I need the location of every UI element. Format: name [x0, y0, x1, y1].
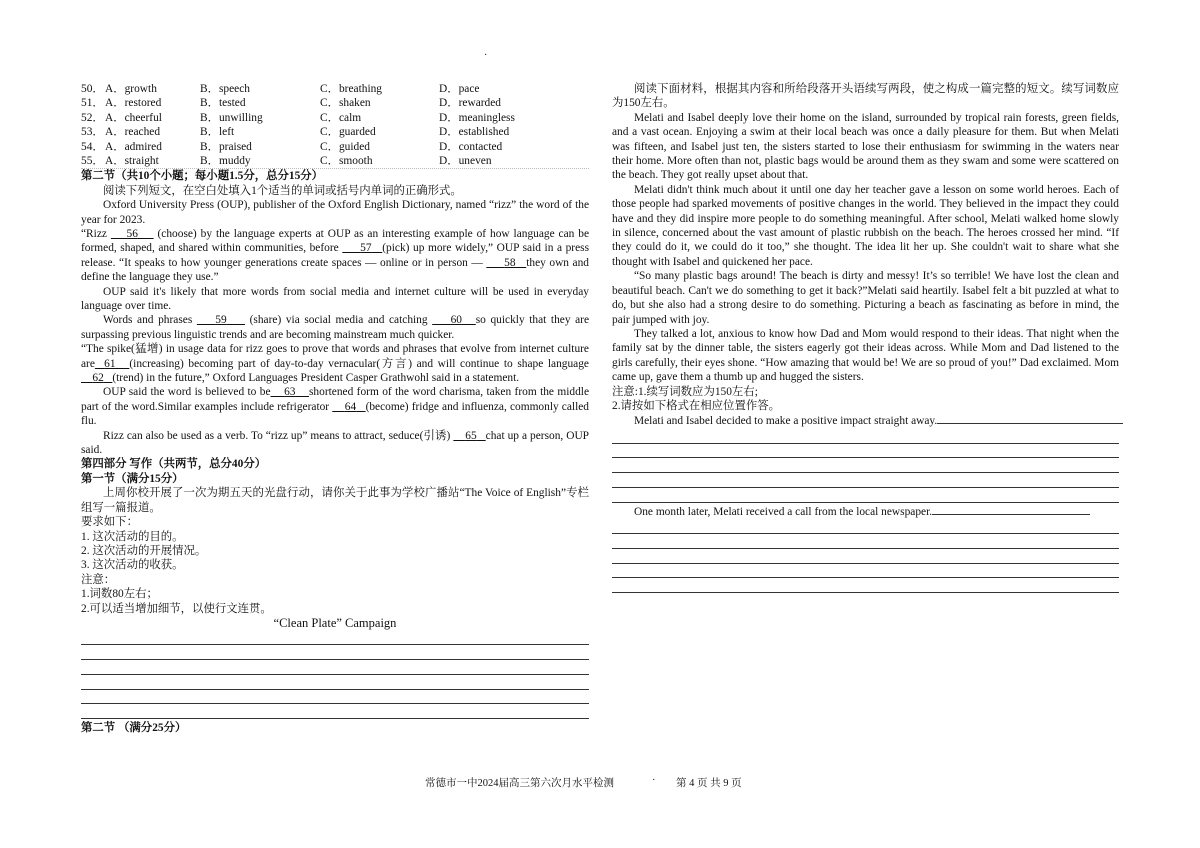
continuation-writing-area-2[interactable] [612, 519, 1119, 593]
part-heading: 第四部分 写作（共两节，总分40分） [81, 458, 267, 471]
option-a: A．straight [105, 154, 159, 167]
passage-paragraph: “The spike(猛增) in usage data for rizz goes to prove that words and phrases that evolve from internet culture are 61 (increasing) becoming part of day-to-day vernacular(方言) and will continue to shape language 62 (trend) in the future,” Oxford Languages President Casper Grathwohl said in a statement. [81, 343, 589, 385]
essay-title: “Clean Plate” Campaign [273, 615, 397, 630]
top-mark: · [484, 50, 488, 61]
option-a: A．restored [105, 97, 162, 110]
answer-line[interactable] [81, 660, 589, 675]
writing-prompt: 上周你校开展了一次为期五天的光盘行动，请你关于此事为学校广播站“The Voice of English”专栏组写一篇报道。 [81, 487, 589, 514]
paragraph-start-2: One month later, Melati received a call from the local newspaper. [612, 504, 1119, 519]
answer-line[interactable] [81, 675, 589, 690]
answer-line[interactable] [612, 578, 1119, 593]
option-a: A．admired [105, 140, 162, 153]
paragraph-start-1: Melati and Isabel decided to make a positive impact straight away. [612, 413, 1119, 428]
answer-line[interactable] [81, 645, 589, 660]
question-number: 55． [81, 154, 104, 167]
option-b: B．praised [200, 140, 252, 153]
option-row-51 [81, 96, 589, 110]
answer-line[interactable] [932, 504, 1090, 515]
answer-line[interactable] [612, 429, 1119, 444]
question-number: 50． [81, 83, 104, 95]
requirements-title: 要求如下： [81, 516, 138, 529]
passage-paragraph: Oxford University Press (OUP), publisher of the Oxford English Dictionary, named “rizz” the word of the year for 2023. [81, 199, 589, 226]
blank-63[interactable]: 63 [284, 386, 296, 399]
answer-line[interactable] [612, 444, 1119, 459]
subsection-heading: 第一节（满分15分） [81, 472, 184, 485]
option-d: D．contacted [439, 140, 503, 153]
answer-line[interactable] [612, 564, 1119, 579]
answer-line[interactable] [612, 534, 1119, 549]
right-column [612, 82, 1119, 593]
option-c: C．breathing [320, 83, 383, 95]
blank-58[interactable]: 58 [504, 256, 516, 269]
writing-area[interactable] [81, 630, 589, 719]
note-title: 注意： [81, 573, 116, 586]
footer-dot: · [652, 775, 656, 786]
option-b: B．left [200, 126, 235, 139]
passage-paragraph: OUP said it's likely that more words from social media and internet culture will be used in everyday language over time. [81, 285, 589, 312]
option-row-50 [81, 82, 589, 96]
answer-line[interactable] [612, 488, 1119, 503]
option-c: C．guarded [320, 126, 376, 139]
option-row-53 [81, 125, 589, 139]
answer-line[interactable] [612, 473, 1119, 488]
mcq-options [81, 82, 589, 169]
option-d: D．pace [439, 83, 480, 95]
option-row-54 [81, 140, 589, 154]
option-c: C．calm [320, 111, 362, 124]
section-instruction: 阅读下列短文，在空白处填入1个适当的单词或括号内单词的正确形式。 [103, 184, 462, 197]
note-item: 2.可以适当增加细节，以使行文连贯。 [81, 602, 272, 615]
passage-paragraph: “Rizz 56 (choose) by the language experts at OUP as an interesting example of how language can be formed, shaped, and shared within communities, before 57 (pick) up more widely,” OUP said in a press release. “It speaks to how younger generations create spaces — online or in person — 58 they own and define the language they use.” [81, 227, 590, 284]
answer-line[interactable] [81, 704, 589, 719]
option-c: C．shaken [320, 97, 371, 110]
story-paragraph: They talked a lot, anxious to know how Dad and Mom would respond to their ideas. That night when the family sat by the dinner table, the sisters eagerly got their ideas across. While Mom and Dad listened to the girls carefully, their eyes shone. “How amazing that would be! We are so proud of you!” Dad exclaimed. Mom came up, gave them a thumb up and hugged the sisters. [612, 327, 1119, 384]
story-paragraph: Melati and Isabel deeply love their home on the island, surrounded by tropical rain forests, green fields, and a vast ocean. Enjoying a swim at their local beach was once a daily pleasure for them. But when Melati was fifteen, and Isabel just ten, the sisters started to lose their enthusiasm for swimming in the waters near their home. More often than not, plastic bags would be around them as they swam and some were scattered on the beach. They got really upset about that. [612, 111, 1119, 182]
passage-paragraph: Words and phrases 59 (share) via social media and catching 60 so quickly that they are surpassing previous linguistic trends and are becoming mainstream much quicker. [81, 314, 590, 341]
requirement-item: 2. 这次活动的开展情况。 [81, 544, 207, 557]
question-number: 53． [81, 126, 104, 139]
exam-title: 常德市一中2024届高三第六次月水平检测 [425, 778, 614, 789]
page-number: 第 4 页 共 9 页 [676, 778, 742, 789]
blank-60[interactable]: 60 [450, 314, 462, 327]
answer-line[interactable] [81, 690, 589, 705]
answer-line[interactable] [612, 549, 1119, 564]
option-d: D．rewarded [439, 97, 501, 110]
option-b: B．muddy [200, 154, 251, 167]
blank-57[interactable]: 57 [360, 242, 372, 255]
blank-56[interactable]: 56 [126, 227, 138, 240]
option-c: C．guided [320, 140, 370, 153]
blank-59[interactable]: 59 [215, 314, 227, 327]
option-a: A．cheerful [105, 111, 162, 124]
option-a: A．growth [105, 83, 157, 95]
option-d: D．established [439, 126, 510, 139]
option-a: A．reached [105, 126, 161, 139]
blank-64[interactable]: 64 [344, 400, 357, 413]
note-item: 2.请按如下格式在相应位置作答。 [612, 399, 781, 412]
answer-line[interactable] [612, 458, 1119, 473]
note-item: 注意:1.续写词数应为150左右; [612, 385, 758, 398]
blank-62[interactable]: 62 [92, 372, 104, 385]
section-heading: 第二节（共10个小题；每小题1.5分，总分15分） [81, 170, 324, 183]
note-item: 1.词数80左右； [81, 588, 158, 601]
question-number: 54． [81, 140, 104, 153]
requirement-item: 3. 这次活动的收获。 [81, 559, 184, 572]
left-column [81, 82, 589, 736]
requirement-item: 1. 这次活动的目的。 [81, 530, 184, 543]
answer-line[interactable] [937, 413, 1123, 424]
continuation-writing-area-1[interactable] [612, 429, 1119, 503]
question-number: 51． [81, 97, 104, 110]
blank-65[interactable]: 65 [465, 429, 477, 442]
option-row-55 [81, 154, 589, 169]
option-c: C．smooth [320, 154, 373, 167]
answer-line[interactable] [612, 519, 1119, 534]
option-b: B．speech [200, 83, 250, 95]
option-row-52 [81, 111, 589, 125]
passage-paragraph: OUP said the word is believed to be 63 shortened form of the word charisma, taken from the middle part of the word.Similar examples include refrigerator 64 (become) fridge and influenza, commonly called flu. [81, 386, 590, 428]
continuation-instruction: 阅读下面材料，根据其内容和所给段落开头语续写两段，使之构成一篇完整的短文。续写词数应为150左右。 [612, 83, 1119, 110]
option-d: D．uneven [439, 154, 492, 167]
option-d: D．meaningless [439, 111, 515, 124]
passage-paragraph: Rizz can also be used as a verb. To “rizz up” means to attract, seduce(引诱) 65 chat up a person, OUP said. [81, 429, 590, 457]
blank-61[interactable]: 61 [104, 357, 116, 370]
option-b: B．tested [200, 97, 246, 110]
answer-line[interactable] [81, 630, 589, 645]
story-paragraph: “So many plastic bags around! The beach is dirty and messy! It’s so terrible! We have lost the clean and beautiful beach. Can't we do something to get it back?”Melati said heartily. Isabel felt a bit puzzled at what to do, but she also had a strong desire to do something. Picturing a beach as fascinating as before in mind, the pair jumped with joy. [612, 270, 1119, 326]
story-paragraph: Melati didn't think much about it until one day her teacher gave a lesson on some world heroes. Each of those people had sparked movements of positive changes in the world. They believed in the impact they could have and they did inspire more people to do something meaningful. After school, Melati walked home slowly in silence, concerned about the vast amount of plastic rubbish on the beach. The heroes crossed her mind. “If they could do it, we could do it too,” she thought. The idea lit her up. She couldn't wait to share what she thought with Isabel and quickened her pace. [612, 183, 1119, 268]
option-b: B．unwilling [200, 111, 263, 124]
subsection-heading: 第二节 （满分25分） [81, 722, 187, 735]
question-number: 52． [81, 111, 104, 124]
